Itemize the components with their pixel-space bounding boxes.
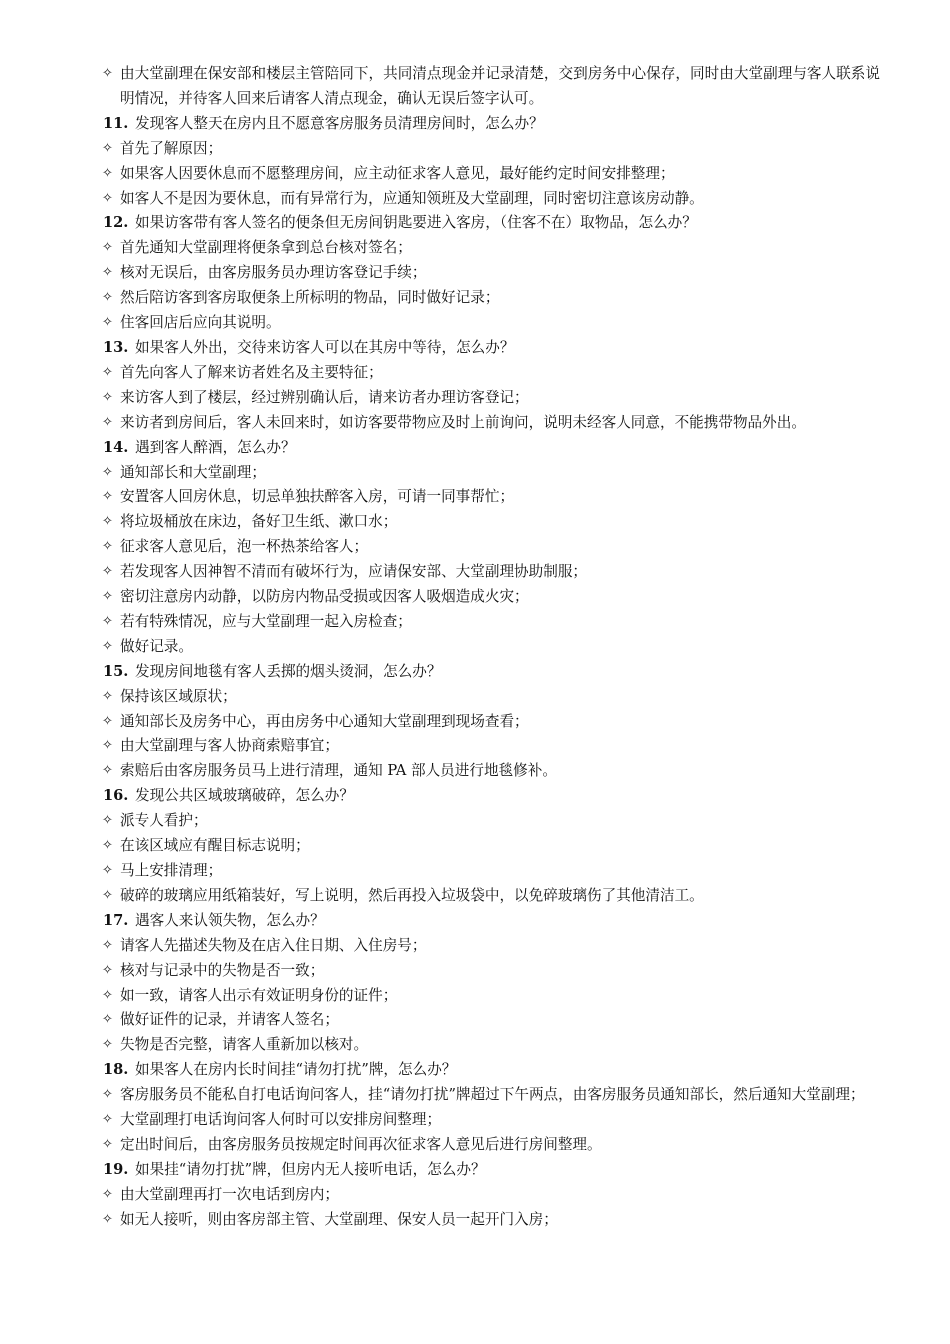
bullet-item bbox=[102, 859, 880, 884]
question-number: 12. bbox=[103, 214, 129, 232]
diamond-bullet-icon: ✧ bbox=[102, 414, 113, 430]
diamond-bullet-icon: ✧ bbox=[102, 987, 113, 1003]
bullet-item bbox=[102, 236, 880, 261]
diamond-bullet-icon: ✧ bbox=[102, 290, 113, 306]
bullet-item bbox=[102, 610, 880, 635]
bullet-text: 索赔后由客房服务员马上进行清理，通知 PA 部人员进行地毯修补。 bbox=[120, 762, 557, 780]
bullet-text: 来访客人到了楼层，经过辨别确认后，请来访者办理访客登记； bbox=[120, 388, 529, 406]
bullet-text: 做好记录。 bbox=[120, 637, 193, 655]
bullet-item bbox=[102, 560, 880, 585]
diamond-bullet-icon: ✧ bbox=[102, 688, 113, 704]
bullet-item bbox=[102, 1183, 880, 1208]
bullet-item bbox=[102, 710, 880, 735]
diamond-bullet-icon: ✧ bbox=[102, 638, 113, 654]
diamond-bullet-icon: ✧ bbox=[102, 1087, 113, 1103]
bullet-item bbox=[102, 1108, 880, 1133]
question-text: 如果挂“请勿打扰”牌，但房内无人接听电话，怎么办？ bbox=[135, 1160, 486, 1178]
bullet-text: 如客人不是因为要休息，而有异常行为，应通知领班及大堂副理，同时密切注意该房动静。 bbox=[120, 189, 704, 207]
bullet-text: 然后陪访客到客房取便条上所标明的物品，同时做好记录； bbox=[120, 289, 500, 307]
bullet-text: 核对与记录中的失物是否一致； bbox=[120, 961, 325, 979]
bullet-item bbox=[102, 311, 880, 336]
diamond-bullet-icon: ✧ bbox=[102, 1136, 113, 1152]
diamond-bullet-icon: ✧ bbox=[102, 1186, 113, 1202]
diamond-bullet-icon: ✧ bbox=[102, 539, 113, 555]
question-number: 17. bbox=[103, 911, 129, 929]
diamond-bullet-icon: ✧ bbox=[102, 240, 113, 256]
bullet-text: 如一致，请客人出示有效证明身份的证件； bbox=[120, 986, 398, 1004]
bullet-text: 通知部长和大堂副理； bbox=[120, 463, 266, 481]
bullet-text: 通知部长及房务中心，再由房务中心通知大堂副理到现场查看； bbox=[120, 712, 529, 730]
diamond-bullet-icon: ✧ bbox=[102, 1112, 113, 1128]
bullet-text: 保持该区域原状； bbox=[120, 687, 237, 705]
bullet-item bbox=[102, 62, 880, 112]
diamond-bullet-icon: ✧ bbox=[102, 514, 113, 530]
bullet-item bbox=[102, 187, 880, 212]
diamond-bullet-icon: ✧ bbox=[102, 838, 113, 854]
question-text: 发现客人整天在房内且不愿意客房服务员清理房间时，怎么办？ bbox=[135, 114, 544, 132]
bullet-text: 客房服务员不能私自打电话询问客人，挂“请勿打扰”牌超过下午两点，由客房服务员通知部长，然后通知大堂副理； bbox=[120, 1086, 865, 1104]
bullet-text: 破碎的玻璃应用纸箱装好，写上说明，然后再投入垃圾袋中，以免碎玻璃伤了其他清洁工。 bbox=[120, 886, 704, 904]
question-number: 16. bbox=[103, 787, 129, 805]
bullet-text: 密切注意房内动静，以防房内物品受损或因客人吸烟造成火灾； bbox=[120, 588, 529, 606]
bullet-item bbox=[102, 137, 880, 162]
diamond-bullet-icon: ✧ bbox=[102, 763, 113, 779]
bullet-item bbox=[102, 510, 880, 535]
diamond-bullet-icon: ✧ bbox=[102, 713, 113, 729]
diamond-bullet-icon: ✧ bbox=[102, 265, 113, 281]
bullet-item bbox=[102, 461, 880, 486]
bullet-text: 首先了解原因； bbox=[120, 139, 223, 157]
bullet-text: 失物是否完整，请客人重新加以核对。 bbox=[120, 1036, 369, 1054]
bullet-item bbox=[102, 1133, 880, 1158]
bullet-item bbox=[102, 934, 880, 959]
diamond-bullet-icon: ✧ bbox=[102, 937, 113, 953]
question-heading bbox=[102, 436, 880, 461]
bullet-item bbox=[102, 834, 880, 859]
question-heading bbox=[102, 909, 880, 934]
question-number: 11. bbox=[103, 114, 129, 132]
question-heading bbox=[102, 336, 880, 361]
bullet-item bbox=[102, 162, 880, 187]
bullet-item bbox=[102, 809, 880, 834]
bullet-item bbox=[102, 535, 880, 560]
question-heading bbox=[102, 1058, 880, 1083]
diamond-bullet-icon: ✧ bbox=[102, 66, 113, 81]
diamond-bullet-icon: ✧ bbox=[102, 315, 113, 331]
question-text: 发现公共区域玻璃破碎，怎么办？ bbox=[135, 787, 354, 805]
diamond-bullet-icon: ✧ bbox=[102, 962, 113, 978]
diamond-bullet-icon: ✧ bbox=[102, 489, 113, 505]
diamond-bullet-icon: ✧ bbox=[102, 738, 113, 754]
question-heading bbox=[102, 112, 880, 137]
question-number: 15. bbox=[103, 662, 129, 680]
bullet-item bbox=[102, 1208, 880, 1233]
question-number: 18. bbox=[103, 1061, 129, 1079]
bullet-item bbox=[102, 261, 880, 286]
bullet-text: 来访者到房间后，客人未回来时，如访客要带物应及时上前询问，说明未经客人同意，不能携带物品外出。 bbox=[120, 413, 806, 431]
question-text: 如果访客带有客人签名的便条但无房间钥匙要进入客房，（住客不在）取物品，怎么办？ bbox=[135, 214, 697, 232]
diamond-bullet-icon: ✧ bbox=[102, 389, 113, 405]
question-text: 遇到客人醉酒，怎么办？ bbox=[135, 438, 296, 456]
bullet-item bbox=[102, 1008, 880, 1033]
bullet-text: 马上安排清理； bbox=[120, 862, 223, 879]
bullet-text: 若有特殊情况，应与大堂副理一起入房检查； bbox=[120, 612, 412, 630]
bullet-text: 如无人接听，则由客房部主管、大堂副理、保安人员一起开门入房； bbox=[120, 1210, 558, 1228]
bullet-item bbox=[102, 286, 880, 311]
question-number: 13. bbox=[103, 338, 129, 356]
bullet-item bbox=[102, 411, 880, 436]
bullet-text: 首先通知大堂副理将便条拿到总台核对签名； bbox=[120, 239, 412, 257]
question-heading bbox=[102, 1158, 880, 1183]
bullet-item bbox=[102, 959, 880, 984]
question-text: 遇客人来认领失物，怎么办？ bbox=[135, 911, 325, 929]
bullet-item bbox=[102, 759, 880, 784]
question-text: 如果客人在房内长时间挂“请勿打扰”牌，怎么办？ bbox=[135, 1061, 457, 1079]
question-text: 发现房间地毯有客人丢掷的烟头烫洞，怎么办？ bbox=[135, 662, 442, 680]
diamond-bullet-icon: ✧ bbox=[102, 165, 113, 181]
bullet-text: 住客回店后应向其说明。 bbox=[120, 314, 281, 332]
bullet-item bbox=[102, 685, 880, 710]
diamond-bullet-icon: ✧ bbox=[102, 140, 113, 156]
question-heading bbox=[102, 784, 880, 809]
bullet-item bbox=[102, 1033, 880, 1058]
bullet-item bbox=[102, 361, 880, 386]
bullet-text: 征求客人意见后，泡一杯热茶给客人； bbox=[120, 538, 369, 556]
diamond-bullet-icon: ✧ bbox=[102, 564, 113, 580]
bullet-text: 若发现客人因神智不清而有破坏行为，应请保安部、大堂副理协助制服； bbox=[120, 563, 588, 581]
bullet-text: 请客人先描述失物及在店入住日期、入住房号； bbox=[120, 936, 427, 954]
question-number: 14. bbox=[103, 438, 129, 456]
question-number: 19. bbox=[103, 1160, 129, 1178]
bullet-text: 由大堂副理再打一次电话到房内； bbox=[120, 1185, 339, 1203]
diamond-bullet-icon: ✧ bbox=[102, 464, 113, 480]
bullet-text: 将垃圾桶放在床边，备好卫生纸、漱口水； bbox=[120, 513, 398, 531]
bullet-text: 安置客人回房休息，切忌单独扶醉客入房，可请一同事帮忙； bbox=[120, 488, 515, 506]
bullet-item bbox=[102, 585, 880, 610]
diamond-bullet-icon: ✧ bbox=[102, 1211, 113, 1227]
bullet-text: 定出时间后，由客房服务员按规定时间再次征求客人意见后进行房间整理。 bbox=[120, 1135, 602, 1153]
bullet-text: 由大堂副理在保安部和楼层主管陪同下，共同清点现金并记录清楚，交到房务中心保存，同时由大堂副理与客人联系说明情况，并待客人回来后请客人清点现金，确认无误后签字认可。 bbox=[120, 65, 880, 107]
bullet-text: 首先向客人了解来访者姓名及主要特征； bbox=[120, 363, 383, 381]
bullet-text: 由大堂副理与客人协商索赔事宜； bbox=[120, 737, 339, 755]
diamond-bullet-icon: ✧ bbox=[102, 863, 113, 878]
bullet-item bbox=[102, 1083, 880, 1108]
bullet-text: 核对无误后，由客房服务员办理访客登记手续； bbox=[120, 264, 427, 282]
bullet-item bbox=[102, 884, 880, 909]
diamond-bullet-icon: ✧ bbox=[102, 887, 113, 903]
diamond-bullet-icon: ✧ bbox=[102, 1037, 113, 1053]
bullet-text: 如果客人因要休息而不愿整理房间，应主动征求客人意见，最好能约定时间安排整理； bbox=[120, 164, 675, 182]
bullet-text: 做好证件的记录，并请客人签名； bbox=[120, 1011, 339, 1029]
bullet-text: 在该区域应有醒目标志说明； bbox=[120, 837, 310, 855]
question-heading bbox=[102, 660, 880, 685]
bullet-item bbox=[102, 984, 880, 1009]
question-text: 如果客人外出，交待来访客人可以在其房中等待，怎么办？ bbox=[135, 338, 515, 356]
diamond-bullet-icon: ✧ bbox=[102, 364, 113, 380]
bullet-text: 大堂副理打电话询问客人何时可以安排房间整理； bbox=[120, 1111, 442, 1129]
question-heading bbox=[102, 211, 880, 236]
diamond-bullet-icon: ✧ bbox=[102, 1012, 113, 1028]
document-body bbox=[102, 62, 880, 1233]
bullet-item bbox=[102, 386, 880, 411]
diamond-bullet-icon: ✧ bbox=[102, 589, 113, 605]
diamond-bullet-icon: ✧ bbox=[102, 613, 113, 629]
bullet-item bbox=[102, 485, 880, 510]
bullet-item bbox=[102, 635, 880, 660]
bullet-text: 派专人看护； bbox=[120, 812, 208, 830]
bullet-item bbox=[102, 734, 880, 759]
diamond-bullet-icon: ✧ bbox=[102, 190, 113, 206]
diamond-bullet-icon: ✧ bbox=[102, 813, 113, 829]
